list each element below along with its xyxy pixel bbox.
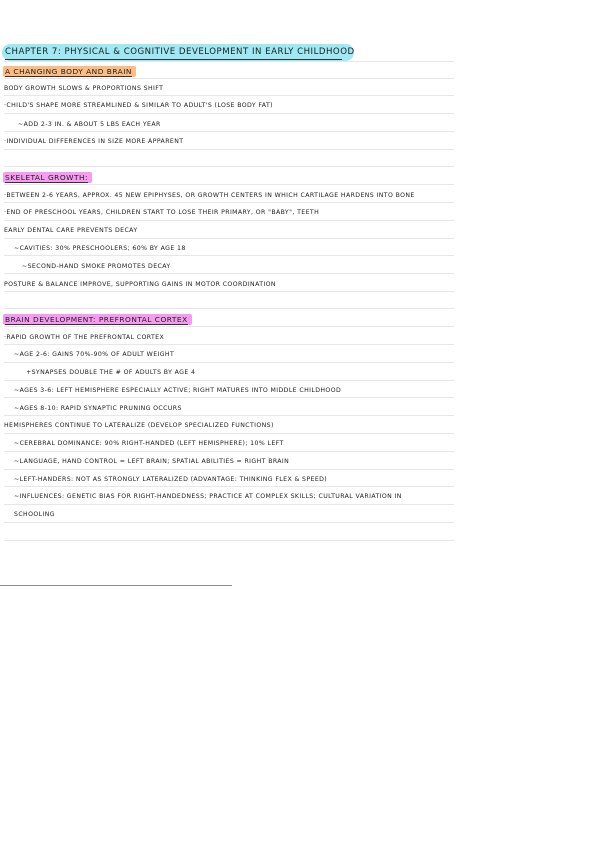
ruled-line: [4, 540, 454, 541]
section-heading-body-brain: A CHANGING BODY AND BRAIN: [3, 66, 136, 77]
ruled-line: [4, 220, 454, 221]
ruled-line: [4, 61, 454, 62]
note-line: ·END OF PRESCHOOL YEARS, CHILDREN START TO LOSE THEIR PRIMARY, OR "BABY", TEETH: [4, 209, 320, 216]
note-line: ·RAPID GROWTH OF THE PREFRONTAL CORTEX: [4, 334, 165, 341]
ruled-line: [4, 113, 454, 114]
note-line: ~CAVITIES: 30% PRESCHOOLERS; 60% BY AGE 18: [14, 245, 186, 252]
ruled-line: [4, 78, 454, 79]
ruled-line: [4, 166, 454, 167]
ruled-line: [4, 344, 454, 345]
note-line: ·INDIVIDUAL DIFFERENCES IN SIZE MORE APPARENT: [4, 138, 184, 145]
note-line: ~LEFT-HANDERS: NOT AS STRONGLY LATERALIZED (ADVANTAGE: THINKING FLEX & SPEED): [14, 476, 328, 483]
ruled-line: [4, 202, 454, 203]
ruled-line: [4, 397, 454, 398]
ruled-line: [4, 469, 454, 470]
section-heading-skeletal-growth: SKELETAL GROWTH:: [3, 172, 92, 183]
title-underline: [5, 59, 342, 60]
section-heading-brain-development: BRAIN DEVELOPMENT: PREFRONTAL CORTEX: [3, 314, 192, 325]
ruled-line: [4, 504, 454, 505]
ruled-line: [4, 308, 454, 309]
ruled-line: [4, 362, 454, 363]
ruled-line: [4, 522, 454, 523]
note-line: ~ADD 2-3 IN. & ABOUT 5 LBS EACH YEAR: [18, 121, 161, 128]
note-line: ~AGE 2-6: GAINS 70%-90% OF ADULT WEIGHT: [14, 351, 175, 358]
chapter-title: CHAPTER 7: PHYSICAL & COGNITIVE DEVELOPMENT IN EARLY CHILDHOOD: [2, 44, 354, 61]
note-line: ~AGES 8-10: RAPID SYNAPTIC PRUNING OCCURS: [14, 405, 182, 412]
note-line: ~CEREBRAL DOMINANCE: 90% RIGHT-HANDED (LEFT HEMISPHERE); 10% LEFT: [14, 440, 284, 447]
ruled-line: [4, 273, 454, 274]
ruled-line: [4, 486, 454, 487]
ruled-line: [4, 451, 454, 452]
ruled-line: [4, 255, 454, 256]
ruled-line: [4, 184, 454, 185]
note-line: POSTURE & BALANCE IMPROVE, SUPPORTING GAINS IN MOTOR COORDINATION: [4, 281, 276, 288]
note-line: ~SECOND-HAND SMOKE PROMOTES DECAY: [22, 263, 171, 270]
note-line: ~INFLUENCES: GENETIC BIAS FOR RIGHT-HANDEDNESS; PRACTICE AT COMPLEX SKILLS; CULTURAL VARIATION IN: [14, 493, 402, 500]
note-line: ~AGES 3-6: LEFT HEMISPHERE ESPECIALLY ACTIVE; RIGHT MATURES INTO MIDDLE CHILDHOOD: [14, 387, 342, 394]
ruled-line: [4, 149, 454, 150]
note-line: ·BETWEEN 2-6 YEARS, APPROX. 45 NEW EPIPHYSES, OR GROWTH CENTERS IN WHICH CARTILAGE HARDENS INTO BONE: [4, 192, 415, 199]
note-line: ~LANGUAGE, HAND CONTROL = LEFT BRAIN; SPATIAL ABILITIES = RIGHT BRAIN: [14, 458, 290, 465]
ruled-line: [4, 291, 454, 292]
note-line: EARLY DENTAL CARE PREVENTS DECAY: [4, 227, 138, 234]
ruled-line: [4, 95, 454, 96]
ruled-line: [4, 326, 454, 327]
ruled-line: [4, 415, 454, 416]
ruled-line: [4, 380, 454, 381]
ruled-line: [4, 433, 454, 434]
ruled-line: [4, 131, 454, 132]
note-line: BODY GROWTH SLOWS & PROPORTIONS SHIFT: [4, 85, 164, 92]
note-line: +SYNAPSES DOUBLE THE # OF ADULTS BY AGE 4: [26, 369, 196, 376]
note-line: HEMISPHERES CONTINUE TO LATERALIZE (DEVELOP SPECIALIZED FUNCTIONS): [4, 422, 274, 429]
note-line: SCHOOLING: [14, 511, 55, 518]
note-line: ·CHILD'S SHAPE MORE STREAMLINED & SIMILAR TO ADULT'S (LOSE BODY FAT): [4, 102, 273, 109]
ruled-line: [4, 238, 454, 239]
footnote-separator: [0, 585, 232, 586]
